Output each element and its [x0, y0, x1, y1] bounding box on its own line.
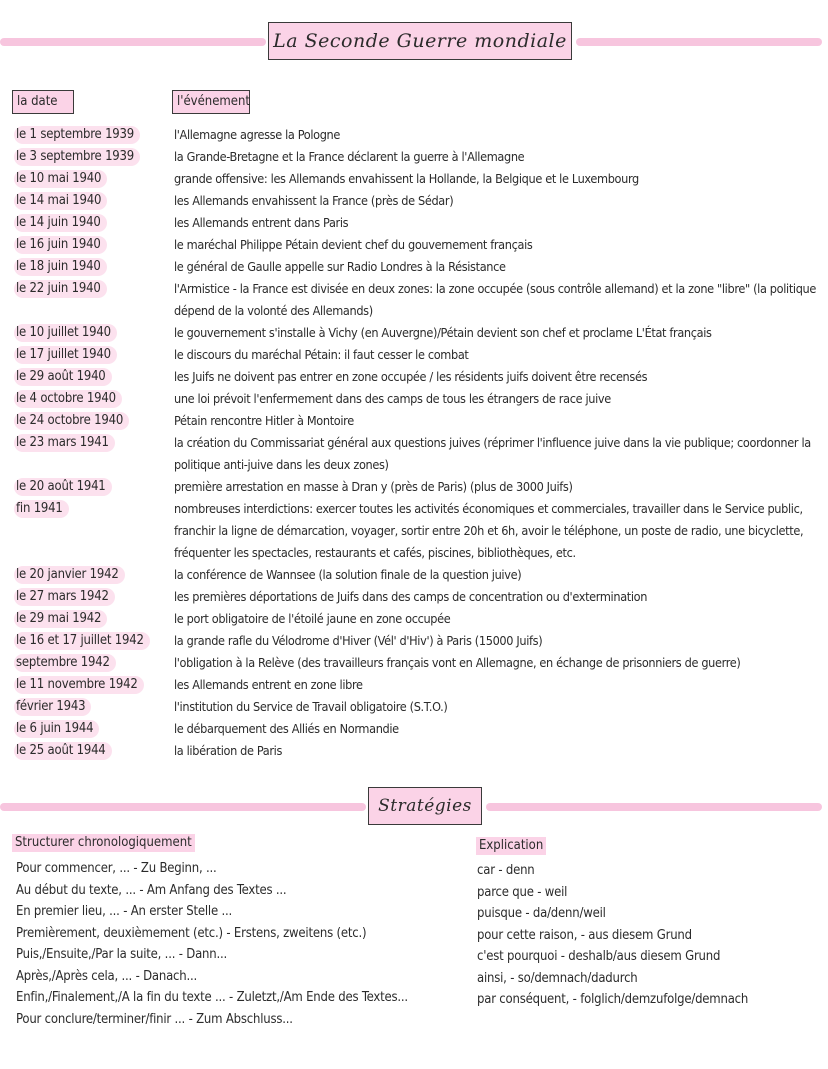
- table-row: [0, 256, 828, 278]
- date-cell: le 29 août 1940: [14, 368, 112, 386]
- date-cell: septembre 1942: [14, 654, 116, 672]
- date-cell: le 17 juillet 1940: [14, 346, 117, 364]
- event-cell: la création du Commissariat général aux questions juives (réprimer l'influence juive dans la vie publique; coordonner la politique anti-juive dans les deux zones): [174, 435, 811, 472]
- event-cell: le port obligatoire de l'étoilé jaune en zone occupée: [174, 611, 451, 626]
- explanation-heading: Explication: [476, 837, 546, 855]
- list-item: parce que - weil: [477, 884, 568, 900]
- date-cell: le 16 et 17 juillet 1942: [14, 632, 150, 650]
- table-row: [0, 366, 828, 388]
- list-item: Puis,/Ensuite,/Par la suite, ... - Dann...: [16, 947, 228, 962]
- event-cell: les premières déportations de Juifs dans des camps de concentration ou d'extermination: [174, 589, 648, 604]
- table-row: [0, 322, 828, 344]
- table-row: [0, 674, 828, 696]
- date-cell: le 20 janvier 1942: [14, 566, 125, 584]
- event-cell: les Juifs ne doivent pas entrer en zone occupée / les résidents juifs doivent être recensés: [174, 369, 648, 384]
- table-row: [0, 586, 828, 608]
- table-row: [0, 410, 828, 432]
- table-row: [0, 564, 828, 586]
- page-title: La Seconde Guerre mondiale: [268, 22, 572, 60]
- event-cell: une loi prévoit l'enfermement dans des camps de tous les étrangers de race juive: [174, 391, 611, 406]
- date-cell: le 14 juin 1940: [14, 214, 107, 232]
- date-cell: le 27 mars 1942: [14, 588, 115, 606]
- table-row: [0, 652, 828, 674]
- event-cell: l'Allemagne agresse la Pologne: [174, 127, 341, 142]
- strategies-banner: [0, 787, 828, 827]
- strategies-bar-left: [0, 803, 366, 811]
- event-cell: la libération de Paris: [174, 743, 283, 758]
- event-cell: le débarquement des Alliés en Normandie: [174, 721, 399, 736]
- event-cell: la grande rafle du Vélodrome d'Hiver (Vél' d'Hiv') à Paris (15000 Juifs): [174, 633, 543, 648]
- table-row: [0, 608, 828, 630]
- event-cell: Pétain rencontre Hitler à Montoire: [174, 413, 354, 428]
- table-row: [0, 432, 828, 476]
- table-row: [0, 190, 828, 212]
- date-column-header: la date: [12, 90, 74, 114]
- table-row: [0, 212, 828, 234]
- date-cell: le 10 juillet 1940: [14, 324, 117, 342]
- title-banner: [0, 22, 828, 62]
- event-cell: le discours du maréchal Pétain: il faut cesser le combat: [174, 347, 469, 362]
- event-cell: l'institution du Service de Travail obligatoire (S.T.O.): [174, 699, 448, 714]
- table-row: [0, 718, 828, 740]
- list-item: car - denn: [477, 863, 535, 878]
- list-item: c'est pourquoi - deshalb/aus diesem Grund: [477, 949, 721, 964]
- table-row: [0, 168, 828, 190]
- list-item: Enfin,/Finalement,/A la fin du texte ... - Zuletzt,/Am Ende des Textes...: [16, 990, 408, 1005]
- list-item: puisque - da/denn/weil: [477, 906, 606, 921]
- date-cell: le 4 octobre 1940: [14, 390, 122, 408]
- list-item: par conséquent, - folglich/demzufolge/demnach: [477, 992, 749, 1007]
- event-cell: les Allemands envahissent la France (près de Sédar): [174, 193, 454, 208]
- event-cell: l'obligation à la Relève (des travailleurs français vont en Allemagne, en échange de prisonniers de guerre): [174, 655, 741, 670]
- table-row: [0, 278, 828, 322]
- table-row: [0, 740, 828, 762]
- list-item: Premièrement, deuxièmement (etc.) - Erstens, zweitens (etc.): [16, 925, 367, 941]
- table-row: [0, 498, 828, 564]
- date-cell: le 18 juin 1940: [14, 258, 107, 276]
- event-cell: nombreuses interdictions: exercer toutes les activités économiques et commerciales, travailler dans le Service public, franchir la ligne de démarcation, voyager, sortir entre 20h et 6h, avoir le téléphone, un poste de radio, une bicyclette, fréquenter les spectacles, restaurants et cafés, piscines, bibliothèques, etc.: [174, 501, 804, 560]
- date-cell: le 23 mars 1941: [14, 434, 115, 452]
- chrono-list: [16, 858, 408, 1030]
- date-cell: le 3 septembre 1939: [14, 148, 140, 166]
- table-row: [0, 696, 828, 718]
- list-item: Pour conclure/terminer/finir ... - Zum Abschluss...: [16, 1011, 293, 1027]
- table-row: [0, 476, 828, 498]
- date-cell: le 25 août 1944: [14, 742, 112, 760]
- event-cell: la Grande-Bretagne et la France déclarent la guerre à l'Allemagne: [174, 149, 525, 164]
- date-cell: le 29 mai 1942: [14, 610, 107, 628]
- list-item: ainsi, - so/demnach/dadurch: [477, 970, 638, 986]
- table-row: [0, 234, 828, 256]
- date-cell: le 16 juin 1940: [14, 236, 107, 254]
- strategies-bar-right: [486, 803, 822, 811]
- event-column-header: l'événement: [172, 90, 250, 114]
- date-cell: le 6 juin 1944: [14, 720, 99, 738]
- event-cell: les Allemands entrent dans Paris: [174, 215, 349, 230]
- table-row: [0, 344, 828, 366]
- table-row: [0, 630, 828, 652]
- event-cell: la conférence de Wannsee (la solution finale de la question juive): [174, 567, 522, 582]
- table-row: [0, 146, 828, 168]
- date-cell: fin 1941: [14, 500, 69, 518]
- list-item: pour cette raison, - aus diesem Grund: [477, 927, 692, 943]
- event-cell: première arrestation en masse à Dran y (près de Paris) (plus de 3000 Juifs): [174, 479, 573, 494]
- title-bar-right: [576, 38, 822, 46]
- date-cell: le 24 octobre 1940: [14, 412, 129, 430]
- title-bar-left: [0, 38, 266, 46]
- date-cell: le 20 août 1941: [14, 478, 112, 496]
- table-row: [0, 388, 828, 410]
- event-cell: l'Armistice - la France est divisée en deux zones: la zone occupée (sous contrôle allemand) et la zone "libre" (la politique dépend de la volonté des Allemands): [174, 281, 817, 318]
- date-cell: le 1 septembre 1939: [14, 126, 140, 144]
- date-cell: le 22 juin 1940: [14, 280, 107, 298]
- chrono-heading: Structurer chronologiquement: [12, 834, 195, 852]
- date-cell: le 10 mai 1940: [14, 170, 107, 188]
- event-cell: le maréchal Philippe Pétain devient chef du gouvernement français: [174, 237, 533, 252]
- date-cell: février 1943: [14, 698, 91, 716]
- event-cell: grande offensive: les Allemands envahissent la Hollande, la Belgique et le Luxembourg: [174, 171, 639, 186]
- event-cell: le général de Gaulle appelle sur Radio Londres à la Résistance: [174, 259, 506, 274]
- list-item: Après,/Après cela, ... - Danach...: [16, 968, 198, 984]
- date-cell: le 14 mai 1940: [14, 192, 107, 210]
- list-item: Au début du texte, ... - Am Anfang des Textes ...: [16, 882, 287, 898]
- strategies-title: Stratégies: [368, 787, 482, 825]
- list-item: Pour commencer, ... - Zu Beginn, ...: [16, 861, 217, 876]
- timeline-table: [0, 124, 828, 762]
- list-item: En premier lieu, ... - An erster Stelle ...: [16, 904, 233, 919]
- date-cell: le 11 novembre 1942: [14, 676, 144, 694]
- event-cell: le gouvernement s'installe à Vichy (en Auvergne)/Pétain devient son chef et proclame L'État français: [174, 325, 712, 340]
- table-row: [0, 124, 828, 146]
- explanation-list: [477, 860, 748, 1011]
- event-cell: les Allemands entrent en zone libre: [174, 677, 363, 692]
